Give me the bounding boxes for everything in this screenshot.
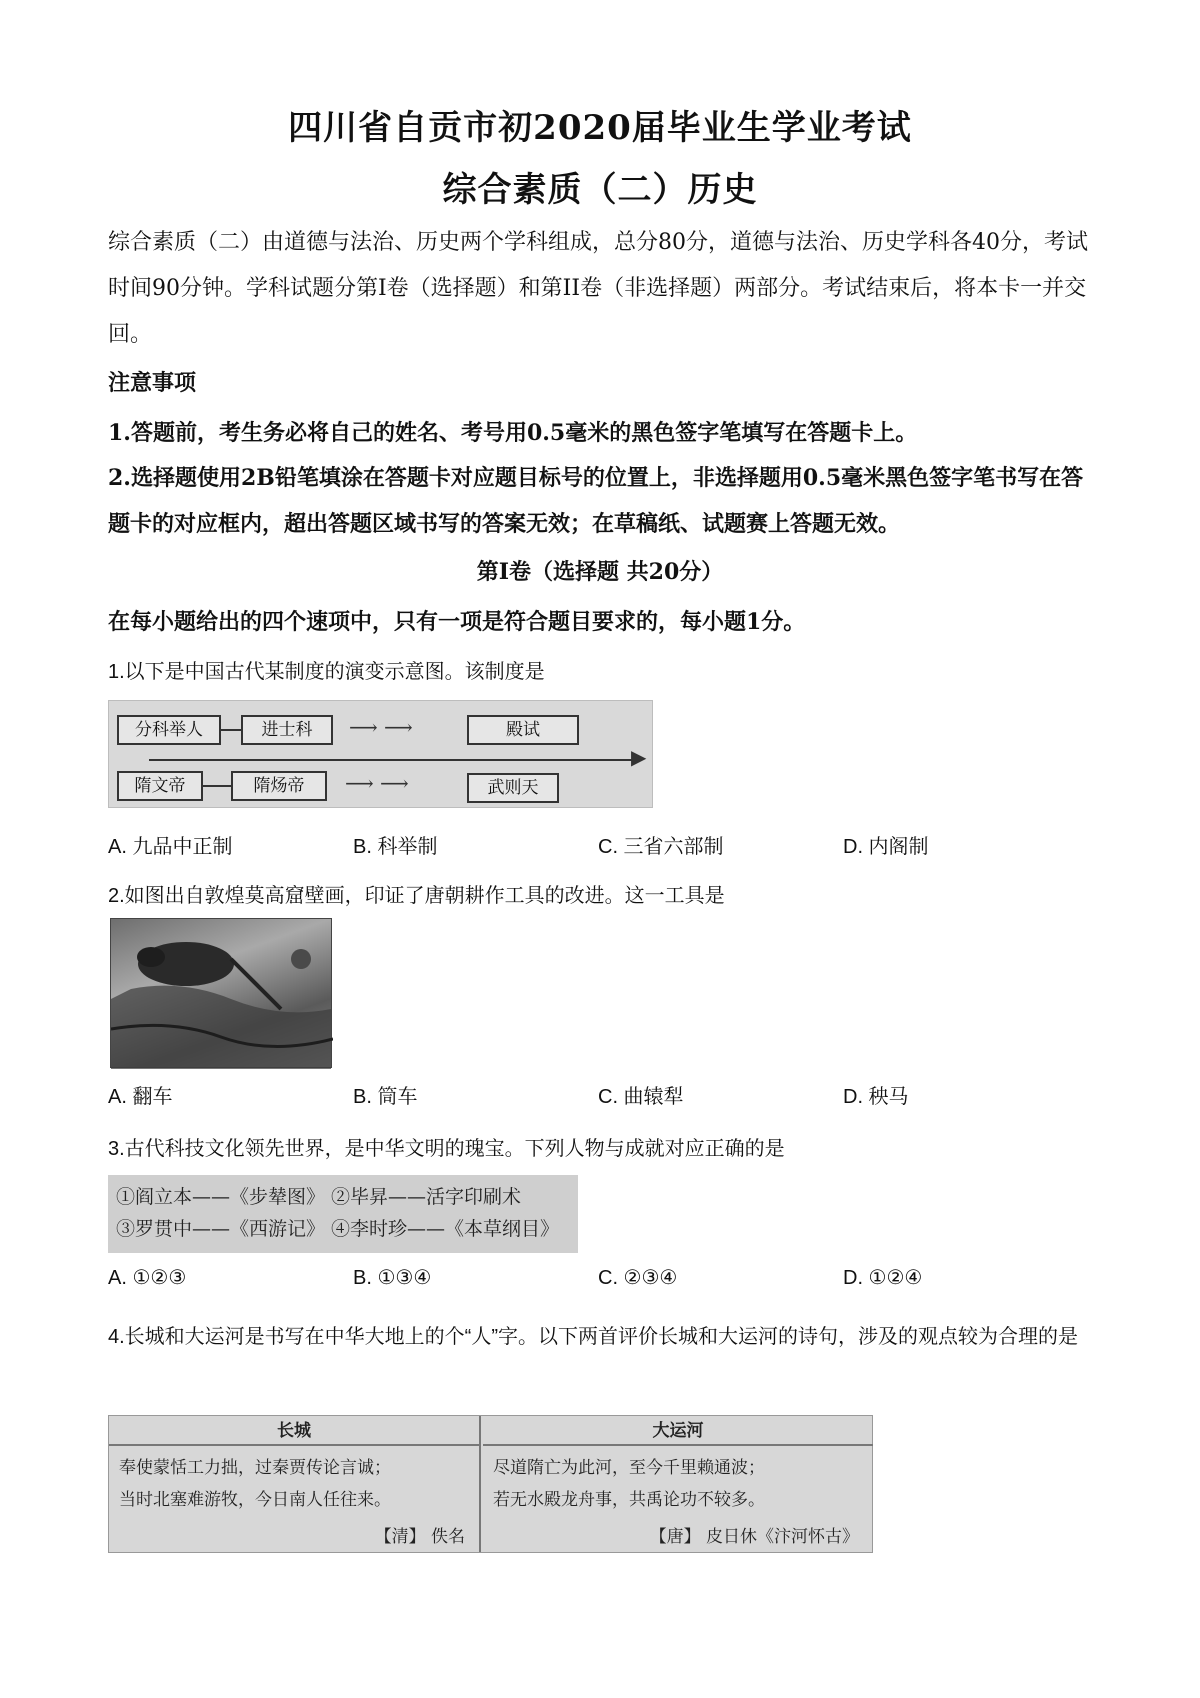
strip-line-2: ③罗贯中——《西游记》 ④李时珍——《本草纲目》 xyxy=(116,1218,560,1240)
diagram-box-wuzetian: 武则天 xyxy=(467,773,559,803)
intro-paragraph: 综合素质（二）由道德与法治、历史两个学科组成，总分80分，道德与法治、历史学科各40分，考试时间90分钟。学科试题分第I卷（选择题）和第II卷（非选择题）两部分。考试结束后，将本卡一并交回。 xyxy=(108,230,1088,347)
option-b: B. ①③④ xyxy=(353,1267,432,1289)
arrow-icon: ⟶ ⟶ xyxy=(349,715,413,739)
question-3-options xyxy=(108,1265,1088,1290)
poems-table xyxy=(108,1415,873,1553)
timeline-line xyxy=(149,759,639,761)
poem-line: 尽道隋亡为此河，至今千里赖通波； xyxy=(493,1458,765,1478)
option-b: B. 筒车 xyxy=(353,1086,418,1108)
option-c: C. ②③④ xyxy=(598,1267,678,1289)
diagram-box-suiyangdi: 隋炀帝 xyxy=(231,771,327,801)
poem-line: 奉使蒙恬工力拙，过秦贾传论言诚； xyxy=(119,1458,391,1478)
section-title: 第I卷（选择题 共20分） xyxy=(476,559,724,585)
option-a: A. 翻车 xyxy=(108,1086,173,1108)
notice-item-1: 1.答题前，考生务必将自己的姓名、考号用0.5毫米的黑色签字笔填写在答题卡上。 xyxy=(108,420,918,446)
option-b: B. 科举制 xyxy=(353,836,438,858)
poem-body xyxy=(483,1446,873,1522)
poem-line: 当时北塞难游牧，今日南人任往来。 xyxy=(119,1490,391,1510)
poem-column-grand-canal xyxy=(483,1416,873,1552)
question-1-options xyxy=(108,830,1088,859)
exam-title: 四川省自贡市初2020届毕业生学业考试 xyxy=(288,108,912,148)
question-3-strip xyxy=(108,1175,578,1253)
option-d: D. ①②④ xyxy=(843,1267,923,1289)
notice-heading: 注意事项 xyxy=(108,370,197,396)
option-d: D. 内阁制 xyxy=(843,836,929,858)
diagram-connector xyxy=(203,785,231,787)
poem-body xyxy=(109,1446,479,1522)
diagram-box-suiwendi: 隋文帝 xyxy=(117,771,203,801)
option-a: A. ①②③ xyxy=(108,1267,187,1289)
arrow-icon: ⟶ ⟶ xyxy=(345,771,409,795)
option-a: A. 九品中正制 xyxy=(108,836,233,858)
notice-item-2: 2.选择题使用2B铅笔填涂在答题卡对应题目标号的位置上，非选择题用0.5毫米黑色签字笔书写在答题卡的对应框内，超出答题区域书写的答案无效；在草稿纸、试题赛上答题无效。 xyxy=(108,465,1084,537)
diagram-connector xyxy=(221,729,241,731)
timeline-arrow-icon: ▶ xyxy=(631,745,647,769)
mural-ox-plough-icon xyxy=(111,919,333,1069)
exam-subtitle: 综合素质（二）历史 xyxy=(442,170,758,210)
option-c: C. 曲辕犁 xyxy=(598,1086,684,1108)
poem-source: 【唐】 皮日休《汴河怀古》 xyxy=(649,1527,859,1547)
question-2-stem: 2.如图出自敦煌莫高窟壁画，印证了唐朝耕作工具的改进。这一工具是 xyxy=(108,885,725,907)
poem-column-great-wall xyxy=(109,1416,481,1552)
poem-head: 长城 xyxy=(109,1416,479,1446)
strip-line-1: ①阎立本——《步辇图》 ②毕昇——活字印刷术 xyxy=(116,1186,522,1208)
section-instruction: 在每小题给出的四个速项中，只有一项是符合题目要求的，每小题1分。 xyxy=(108,609,806,635)
question-4-stem: 4.长城和大运河是书写在中华大地上的个“人”字。以下两首评价长城和大运河的诗句，涉及的观点较为合理的是 xyxy=(108,1326,1078,1348)
poem-head: 大运河 xyxy=(483,1416,873,1446)
question-3-stem: 3.古代科技文化领先世界，是中华文明的瑰宝。下列人物与成就对应正确的是 xyxy=(108,1138,785,1160)
question-1-stem: 1.以下是中国古代某制度的演变示意图。该制度是 xyxy=(108,661,545,683)
mural-image xyxy=(110,918,332,1068)
question-1-diagram xyxy=(108,700,653,808)
diagram-box-dianshi: 殿试 xyxy=(467,715,579,745)
diagram-box-jinshi: 进士科 xyxy=(241,715,333,745)
diagram-box-keju: 分科举人 xyxy=(117,715,221,745)
option-c: C. 三省六部制 xyxy=(598,836,724,858)
poem-line: 若无水殿龙舟事，共禹论功不较多。 xyxy=(493,1490,765,1510)
poem-source: 【清】 佚名 xyxy=(374,1527,465,1547)
question-2-options xyxy=(108,1080,1088,1109)
option-d: D. 秧马 xyxy=(843,1086,909,1108)
